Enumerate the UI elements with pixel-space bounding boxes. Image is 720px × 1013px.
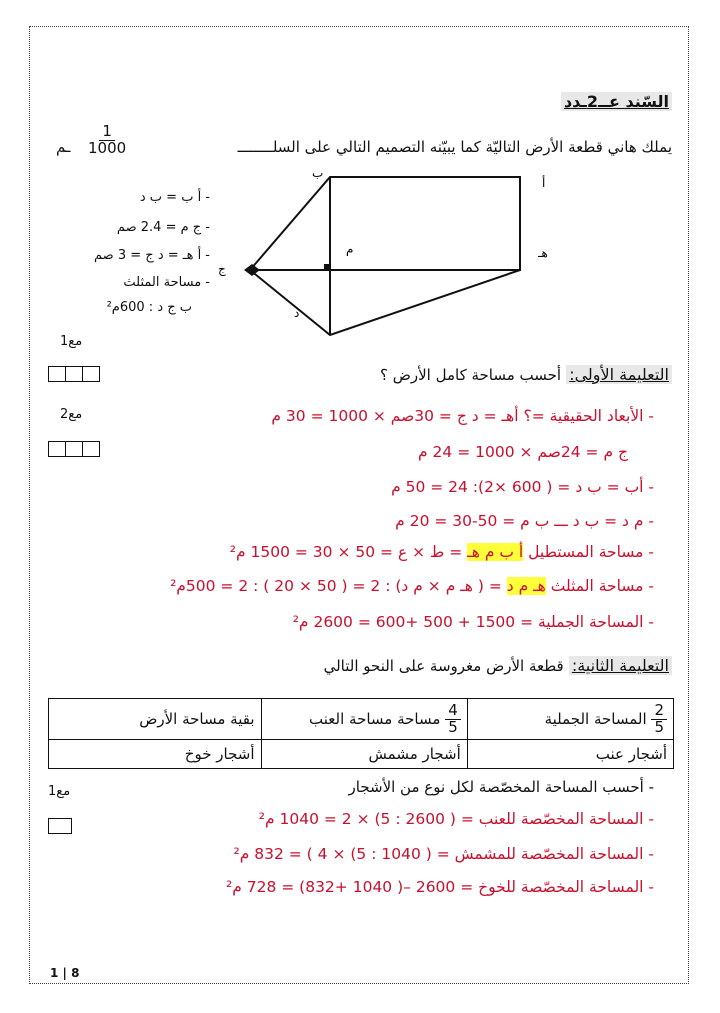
triangle-sides [250, 270, 520, 335]
task2-instruction: - أحسب المساحة المخصّصة لكل نوع من الأشجار [348, 778, 654, 796]
criterion-1-boxes [48, 366, 100, 382]
fraction-numerator: 4 [445, 703, 461, 720]
table-cell-grape-fraction [261, 699, 467, 740]
given-1: - أ ب = ب د [139, 190, 210, 205]
task2-line-1: - المساحة المخصّصة للعنب = ( 2600 : 5) × 2 = 1040 م² [258, 810, 654, 828]
rectangle-name-highlight: أ ب م هـ [467, 543, 524, 561]
task1-line-3: - أب = ب د = ( 600 ×2): 24 = 50 م [391, 478, 654, 496]
intro-text: يملك هاني قطعة الأرض التاليّة كما يبيّنه التصميم التالي على السلــــــــ [237, 138, 672, 156]
triangle-name-highlight: هـ م د [506, 577, 546, 595]
fraction-denominator: 5 [654, 717, 664, 736]
figure-outline [250, 177, 520, 270]
label-a: أ [542, 176, 546, 190]
section-title: السّند عــ2ـدد [561, 92, 672, 111]
vertex-j-mark [244, 264, 260, 276]
table-cell-peaches: أشجار خوخ [49, 740, 262, 769]
rectangle-area-label: - مساحة المستطيل [528, 543, 654, 561]
label-m: م [346, 242, 354, 256]
right-angle-mark [324, 264, 331, 271]
fraction-numerator: 2 [651, 703, 667, 720]
task1-line-5 [230, 543, 654, 561]
given-4: - مساحة المثلث [123, 275, 210, 290]
rectangle-area-calc: = ط × ع = 50 × 30 = 1500 م² [229, 543, 463, 561]
scale-fraction [88, 124, 126, 157]
task2 [324, 656, 672, 675]
table-cell-total-fraction [467, 699, 673, 740]
scale-unit: ـم [56, 138, 71, 156]
label-b: ب [312, 166, 324, 180]
table-cell-remaining: بقية مساحة الأرض [49, 699, 262, 740]
task1-line-4: - م د = ب د ـــ ب م = 50-30 = 20 م [395, 512, 654, 530]
label-d: د [294, 306, 300, 320]
table-row [49, 740, 674, 769]
planting-table [48, 698, 674, 769]
task1-question: أحسب مساحة كامل الأرض ؟ [380, 366, 562, 384]
given-3: - أ هـ = د ج = 3 صم [94, 248, 210, 263]
criterion-1: مع1 [60, 334, 83, 349]
fraction-denominator: 5 [448, 717, 458, 736]
task2-question: قطعة الأرض مغروسة على النحو التالي [323, 657, 564, 675]
cell-text: المساحة الجملية [544, 709, 647, 728]
task1-line-6 [170, 577, 654, 595]
task2-line-3: - المساحة المخصّصة للخوخ = 2600 –( 1040 +832) = 728 م² [225, 878, 654, 896]
scale-denominator: 1000 [88, 138, 127, 157]
triangle-area-label: - مساحة المثلث [550, 577, 654, 595]
criterion-1b: مع1 [48, 784, 71, 799]
task1 [380, 365, 672, 384]
table-cell-grapes: أشجار عنب [467, 740, 673, 769]
page-number: 1 | 8 [50, 966, 80, 980]
task2-label: التعليمة الثانية: [569, 656, 672, 675]
label-j: ج [218, 262, 226, 276]
criterion-1b-box [48, 818, 72, 834]
criterion-2: مع2 [60, 407, 83, 422]
land-figure [218, 165, 560, 345]
table-row [49, 699, 674, 740]
label-h: هـ [538, 246, 548, 260]
task1-line-2: ج م = 24صم × 1000 = 24 م [418, 443, 628, 461]
criterion-2-boxes [48, 441, 100, 457]
task1-label: التعليمة الأولى: [566, 365, 672, 384]
task1-line-1: - الأبعاد الحقيقية =؟ أهـ = د ج = 30صم × 1000 = 30 م [271, 407, 654, 425]
task1-line-7: - المساحة الجملية = 1500 + 500 +600 = 2600 م² [292, 613, 654, 631]
given-5: ب ج د : 600م² [106, 300, 192, 315]
given-2: - ج م = 2.4 صم [116, 220, 210, 235]
cell-text: مساحة مساحة العنب [309, 709, 441, 728]
table-cell-apricots: أشجار مشمش [261, 740, 467, 769]
scale-numerator: 1 [99, 124, 115, 141]
task2-line-2: - المساحة المخصّصة للمشمش = ( 1040 : 5) × 4 ) = 832 م² [233, 845, 654, 863]
triangle-area-calc: = ( هـ م × م د) : 2 = ( 50 × 20 ) : 2 = 500م² [170, 577, 502, 595]
